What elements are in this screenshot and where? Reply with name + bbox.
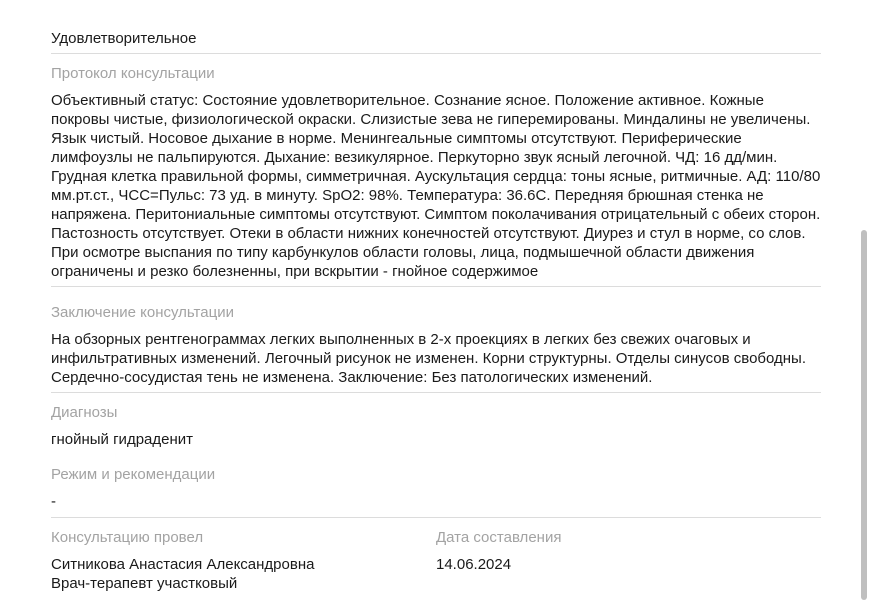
- consultant-block: [51, 528, 436, 593]
- conclusion-text: На обзорных рентгенограммах легких выполненных в 2-х проекциях в легких без свежих очаговых и инфильтративных изменений. Легочный рисунок не изменен. Корни структурны. Отделы синусов свободны. Сердечно-сосудистая тень не изменена. Заключение: Без патологических изменений.: [51, 331, 807, 386]
- regime-label: Режим и рекомендации: [51, 466, 216, 483]
- conclusion-section: [51, 287, 821, 393]
- protocol-text: Объективный статус: Состояние удовлетворительное. Сознание ясное. Положение активное. Кожные покровы чистые, физиологической окраски. Слизистые зева не гиперемированы. Миндалины не увеличены. Язык чистый. Носовое дыхание в норме. Менингеальные симптомы отсутствуют. Периферические лимфоузлы не пальпируются. Дыхание: везикулярное. Перкуторно звук ясный легочной. ЧД: 16 дд/мин. Грудная клетка правильной формы, симметричная. Аускультация сердца: тоны ясные, ритмичные. АД: 110/80 мм.рт.ст., ЧСС=Пульс: 73 уд. в минуту. SpO2: 98%. Температура: 36.6С. Передняя брюшная стенка не напряжена. Перитониальные симптомы отсутствуют. Симптом поколачивания отрицательный с обеих сторон. Пастозность отсутствует. Отеки в области нижних конечностей отсутствуют. Диурез и стул в норме, со слов. При осмотре выспания по типу карбункулов области головы, лица, подмышечной области движения ограничены и резко болезненны, при вскрытии - гнойное содержимое: [51, 92, 821, 280]
- general-state: Удовлетворительное: [51, 0, 821, 54]
- scrollbar[interactable]: [861, 230, 867, 600]
- diagnoses-section: [51, 393, 821, 465]
- regime-section: [51, 465, 821, 518]
- regime-text: -: [51, 493, 56, 510]
- date-label: Дата составления: [436, 529, 562, 546]
- consultant-role: Врач-терапевт участковый: [51, 575, 238, 592]
- diagnoses-text: гнойный гидраденит: [51, 431, 194, 448]
- consultant-label: Консультацию провел: [51, 529, 204, 546]
- diagnoses-label: Диагнозы: [51, 404, 118, 421]
- conclusion-label: Заключение консультации: [51, 304, 234, 321]
- date-value: 14.06.2024: [436, 556, 512, 573]
- consultation-details: [51, 0, 821, 593]
- protocol-section: [51, 54, 821, 287]
- footer-info: [51, 518, 821, 593]
- protocol-label: Протокол консультации: [51, 65, 215, 82]
- consultant-name: Ситникова Анастасия Александровна: [51, 556, 315, 573]
- date-block: [436, 528, 821, 593]
